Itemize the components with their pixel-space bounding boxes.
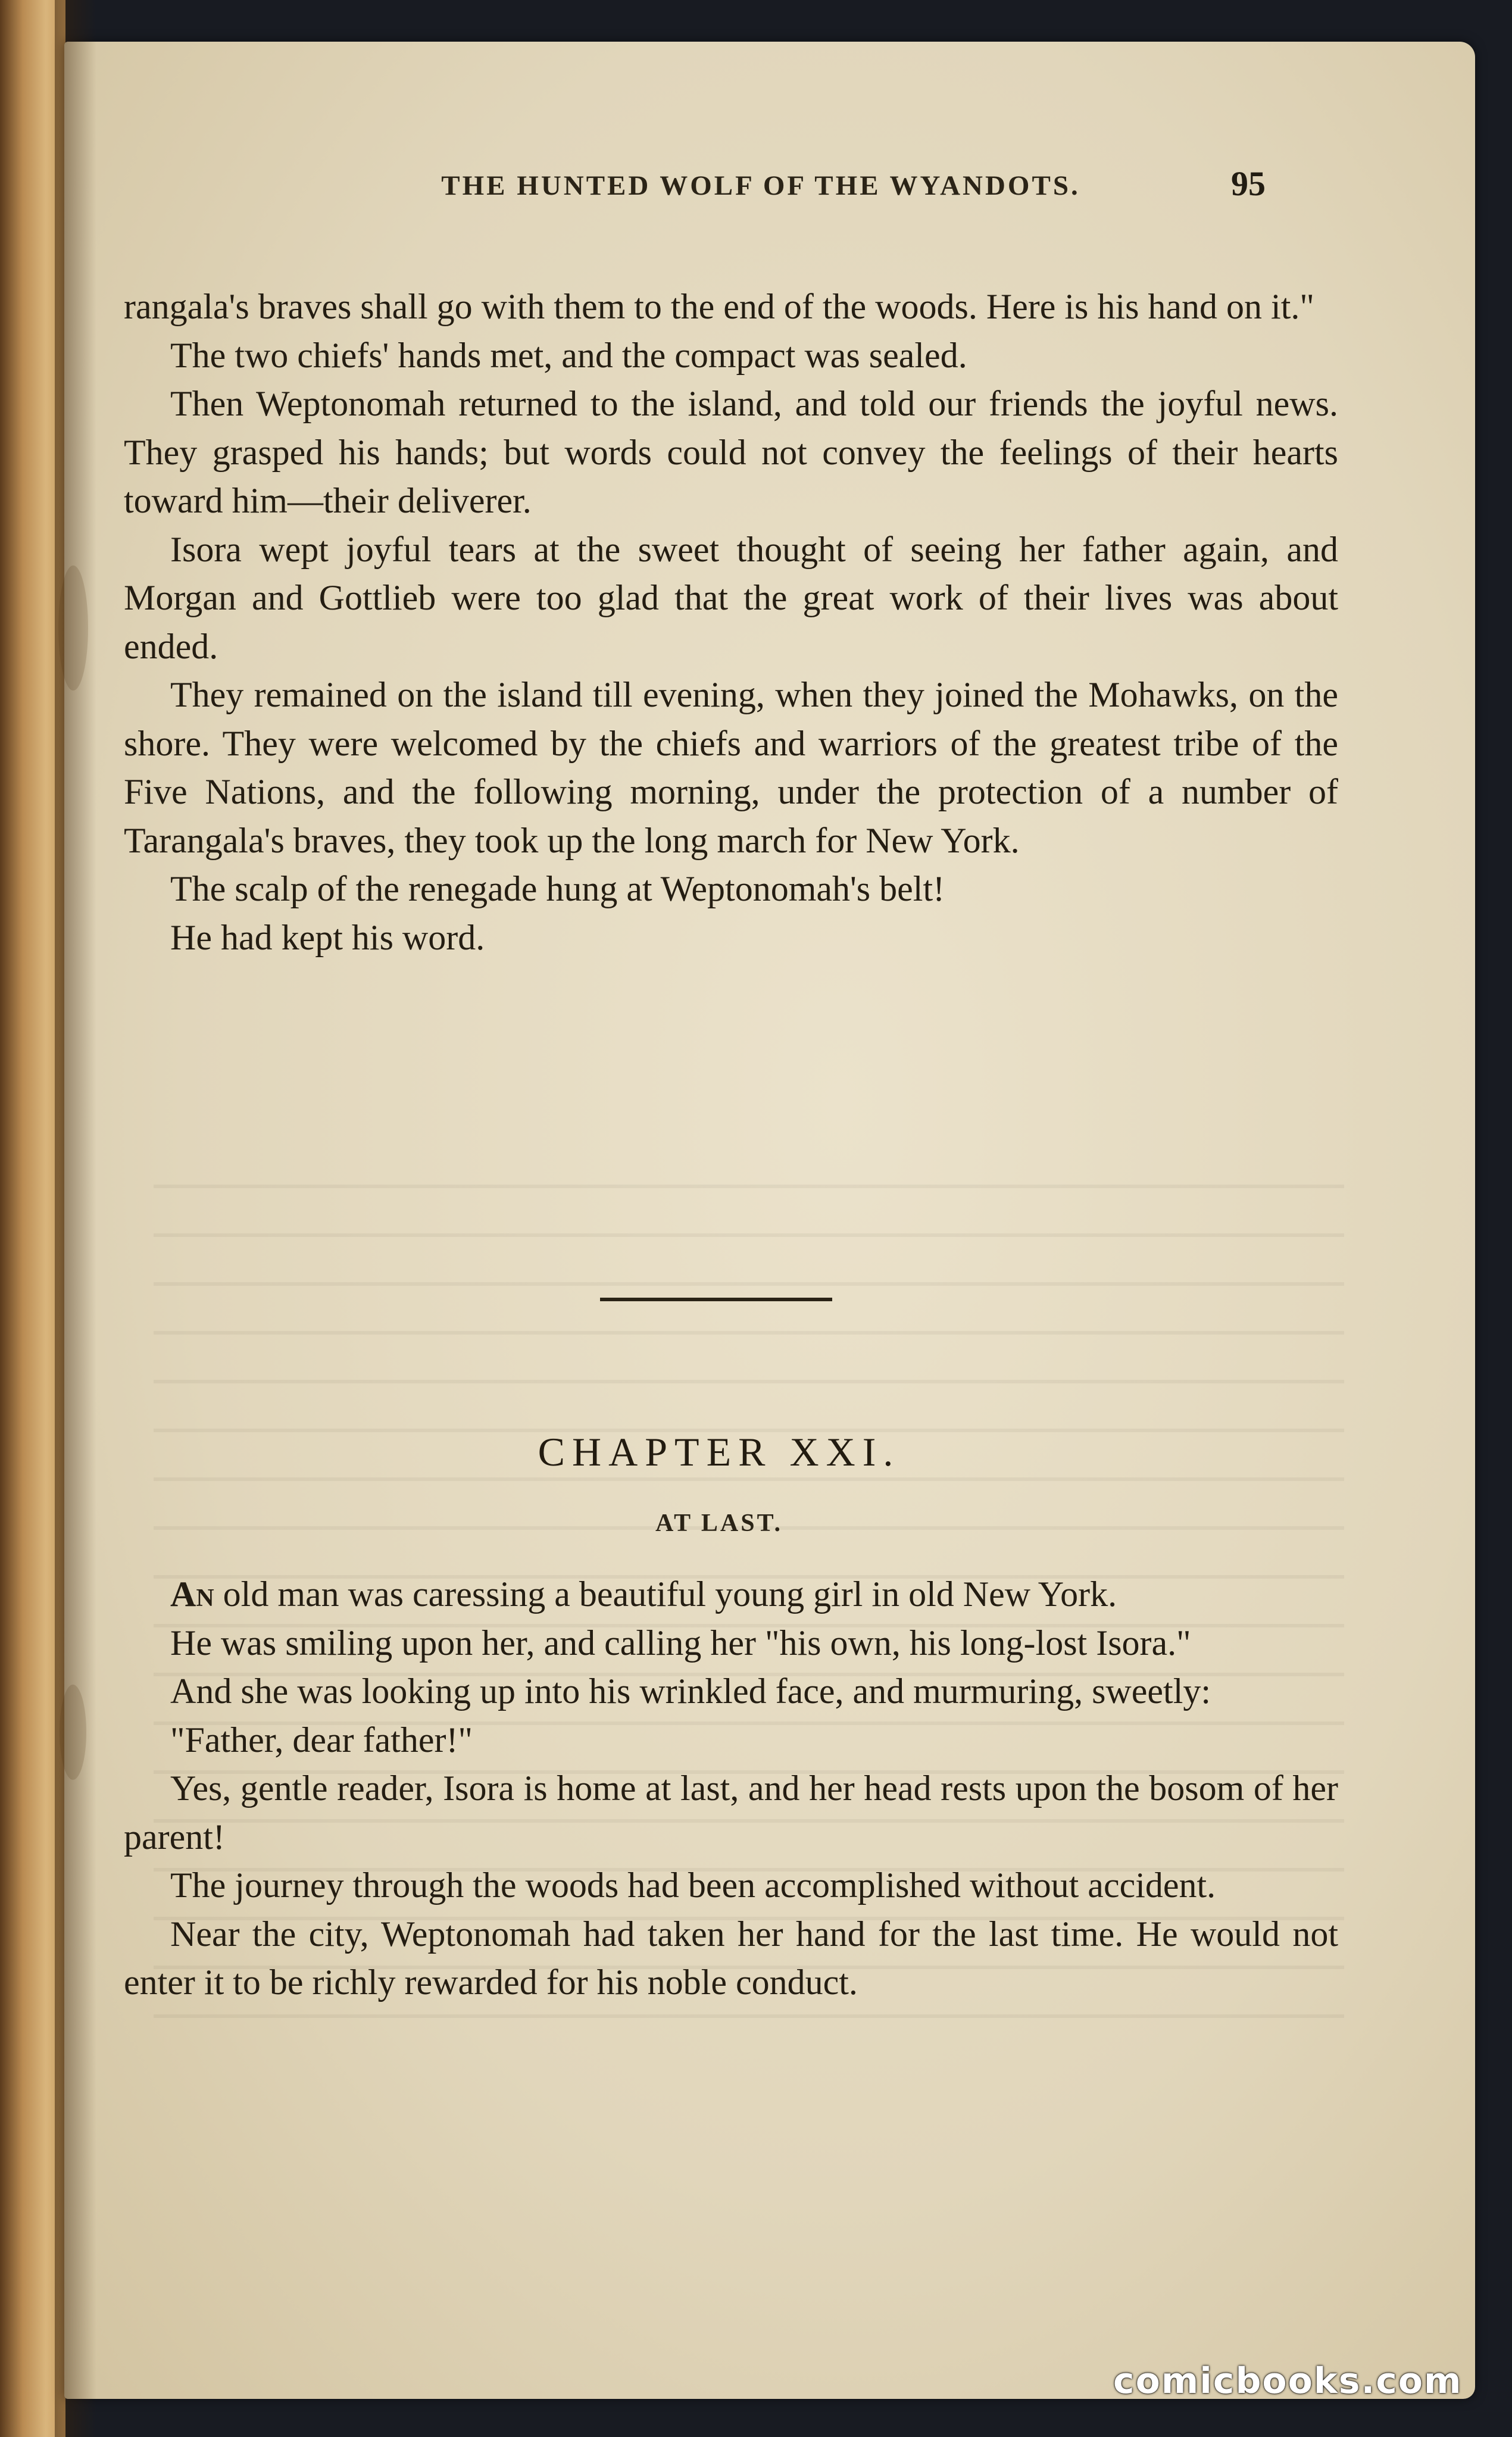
running-title: THE HUNTED WOLF OF THE WYANDOTS. <box>441 170 1080 201</box>
text-block-top <box>124 283 1338 962</box>
chapter-subtitle: AT LAST. <box>655 1510 783 1537</box>
chapter-opening-paragraph <box>124 1570 1338 1619</box>
chapter-title: CHAPTER XXI. <box>538 1429 901 1474</box>
book-page <box>64 42 1475 2399</box>
paragraph: Near the city, Weptonomah had taken her hand for the last time. He would not enter it to be richly rewarded for his noble conduct. <box>124 1914 1338 2002</box>
paragraph: Yes, gentle reader, Isora is home at last, and her head rests upon the bosom of her parent! <box>124 1769 1338 1857</box>
paragraph: The two chiefs' hands met, and the compact was sealed. <box>170 335 967 375</box>
lead-sentence: old man was caressing a beautiful young girl in old New York. <box>214 1574 1117 1614</box>
page-number: 95 <box>1231 164 1266 203</box>
paragraph: Then Weptonomah returned to the island, and told our friends the joyful news. They grasped his hands; but words could not convey the feelings of their hearts toward him—their deliverer. <box>124 384 1338 520</box>
paragraph: The scalp of the renegade hung at Weptonomah's belt! <box>170 869 945 908</box>
paragraph: He had kept his word. <box>170 917 485 957</box>
section-divider <box>600 1298 832 1301</box>
watermark: comicbooks.com <box>1113 2360 1463 2402</box>
paragraph: They remained on the island till evening, when they joined the Mohawks, on the shore. They were welcomed by the chiefs and warriors of the greatest tribe of the Five Nations, and the following morning, under the protection of a number of Tarangala's braves, they took up the long march for New York. <box>124 675 1338 860</box>
paragraph: The journey through the woods had been accomplished without accident. <box>170 1866 1216 1905</box>
text-block-bottom <box>124 1570 1338 2007</box>
paragraph: And she was looking up into his wrinkled face, and murmuring, sweetly: <box>170 1671 1211 1711</box>
spine-shadow <box>55 0 96 2437</box>
lead-word: An <box>170 1574 214 1614</box>
paragraph: He was smiling upon her, and calling her "his own, his long-lost Isora." <box>170 1623 1191 1663</box>
paragraph: rangala's braves shall go with them to the end of the woods. Here is his hand on it." <box>124 287 1314 326</box>
paragraph: "Father, dear father!" <box>170 1720 473 1760</box>
paragraph: Isora wept joyful tears at the sweet thought of seeing her father again, and Morgan and Gottlieb were too glad that the great work of their lives was about ended. <box>124 529 1338 666</box>
